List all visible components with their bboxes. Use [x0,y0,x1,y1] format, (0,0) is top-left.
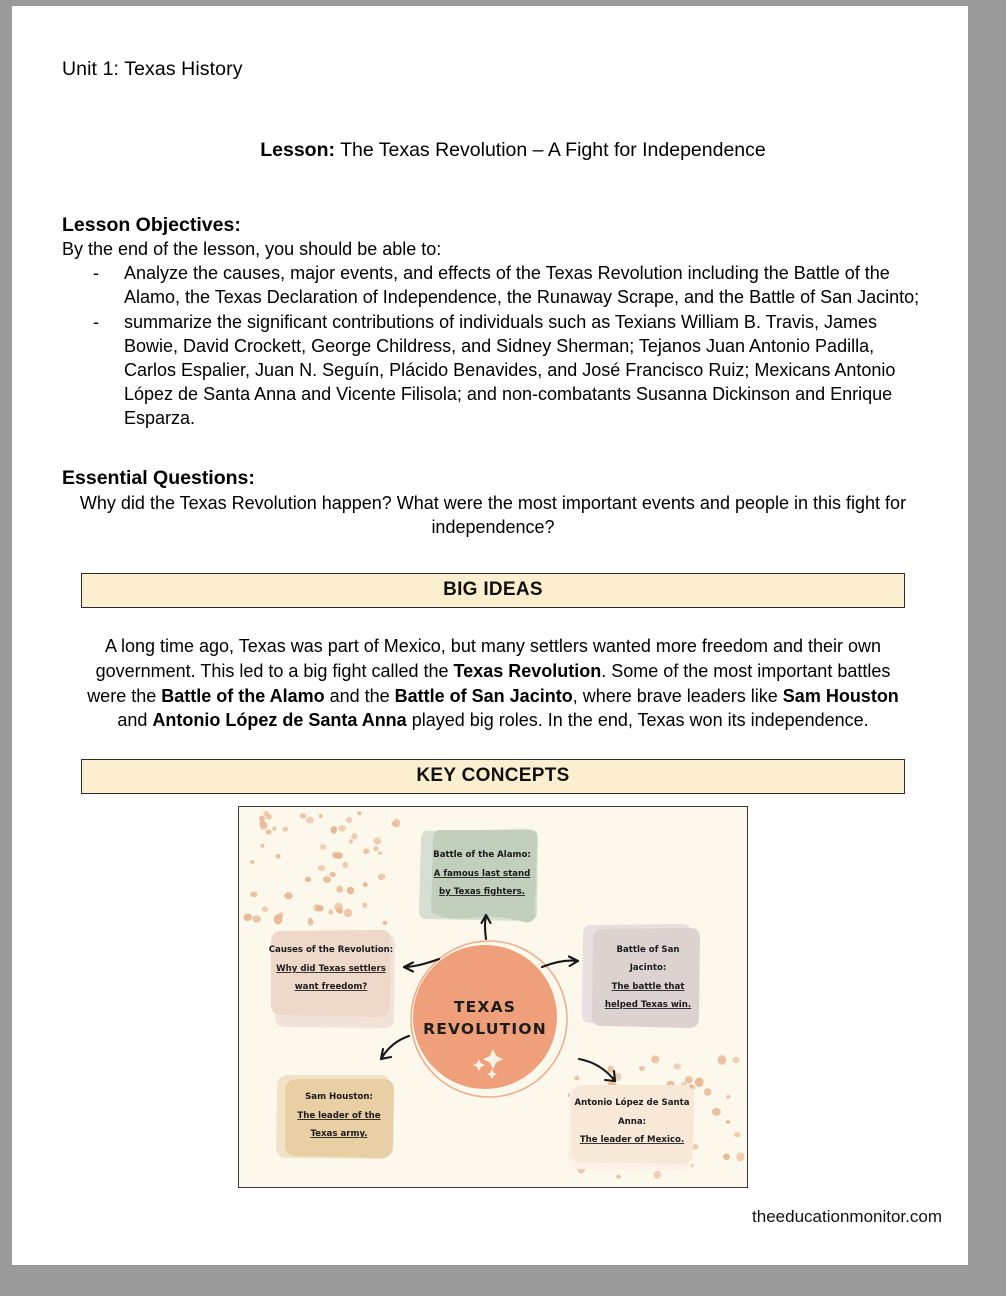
decorative-dot [320,844,327,850]
decorative-dot [264,811,269,817]
decorative-dot [693,1144,699,1150]
lesson-title-line [62,139,924,162]
node-san-jacinto-detail-line: The battle that [611,982,685,993]
node-alamo-title: Battle of the Alamo: [433,850,531,861]
decorative-dot [351,833,357,840]
decorative-dot [616,1175,620,1179]
objective-text: Analyze the causes, major events, and effects of the Texas Revolution including the Battle of the Alamo, the Texas Declaration of Independence, the Runaway Scrape, and the Battle of San Jacinto; [124,263,920,307]
decorative-dot [346,817,352,823]
node-sam-houston-title: Sam Houston: [305,1092,373,1103]
decorative-dot [373,846,378,851]
big-ideas-banner: BIG IDEAS [81,573,905,608]
node-san-jacinto-shape [592,928,700,1028]
decorative-dot [259,815,265,821]
essential-questions-heading: Essential Questions: [62,466,255,489]
decorative-dot [250,891,257,897]
decorative-dot [723,1154,730,1161]
decorative-dot [373,837,381,844]
decorative-dot [362,903,367,908]
decorative-dot [272,827,276,831]
texas-revolution-mindmap [239,807,744,1184]
bullet-marker: - [93,263,99,283]
decorative-dot [336,886,343,893]
decorative-dot [275,854,280,859]
node-san-jacinto-title-line: Jacinto: [629,963,667,974]
node-san-jacinto [582,924,700,1028]
document-page [12,6,968,1265]
decorative-dot [383,921,388,925]
node-sam-houston [276,1075,394,1159]
decorative-dot [349,839,353,843]
center-circle [413,945,557,1089]
objectives-lead-in: By the end of the lesson, you should be able to: [62,239,442,259]
decorative-dot [306,817,314,824]
key-concepts-diagram [238,806,748,1188]
node-causes-title: Causes of the Revolution: [268,945,394,956]
unit-title: Unit 1: Texas History [62,58,243,80]
decorative-dot [347,887,354,895]
decorative-dot [283,827,289,832]
decorative-dot [250,860,254,864]
decorative-dot [726,1120,730,1124]
node-santa-anna [568,1085,694,1170]
objective-text: summarize the significant contributions of individuals such as Texians William B. Travis, James Bowie, David Crockett, George Childress, and Sidney Sherman; Tejanos Juan Antonio Padilla, Carlos Espalier, Juan N. Seguín, Plácido Benavides, and José Francisco Ruiz; Mexicans Antonio López de Santa Anna and Vicente Filisola; and non-combatants Susanna Dickinson and Enrique Esparza. [124,311,896,428]
node-sam-houston-detail-line: Texas army. [310,1129,368,1140]
node-causes-detail-line: Why did Texas settlers [276,964,386,975]
decorative-dot [654,1171,661,1179]
decorative-dot [378,874,386,881]
decorative-dot [319,814,323,818]
decorative-dot [244,914,253,921]
center-label-line2: REVOLUTION [423,1020,547,1039]
node-alamo [419,829,538,922]
decorative-dot [685,1076,693,1083]
big-ideas-paragraph: A long time ago, Texas was part of Mexico, but many settlers wanted more freedom and their own government. This led to a big fight called the Texas Revolution. Some of the most important battles were the Battle of the Alamo and the Battle of San Jacinto, where brave leaders like Sam Houston and Antonio López de Santa Anna played big roles. In the end, Texas won its independence. [87,636,899,731]
bullet-marker: - [93,311,99,332]
objective-item [62,262,924,310]
decorative-dot [284,892,292,899]
decorative-dot [357,811,361,815]
decorative-dot [608,1066,614,1073]
decorative-dot [363,882,368,887]
decorative-dot [323,876,331,883]
objective-item [62,311,924,431]
page-footer: theeducationmonitor.com [752,1207,942,1226]
page-content [62,58,924,1188]
objectives-list [62,262,924,431]
decorative-dot [344,909,353,918]
center-node [411,941,567,1097]
decorative-dot [338,909,343,913]
decorative-dot [262,907,268,913]
decorative-dot [674,1063,681,1069]
decorative-dot [330,872,336,877]
decorative-dot [260,844,264,848]
decorative-dot [332,852,338,858]
decorative-dot [308,919,314,926]
decorative-dot [695,1077,704,1087]
node-santa-anna-title-line: Antonio López de Santa [574,1098,690,1109]
node-san-jacinto-title-line: Battle of San [616,945,680,956]
decorative-dot [733,1057,740,1063]
essential-questions-body: Why did the Texas Revolution happen? What were the most important events and people in this fight for independence? [79,492,907,537]
decorative-dot [726,1095,731,1099]
decorative-dot [651,1055,659,1063]
node-alamo-detail-line: by Texas fighters. [439,887,525,898]
decorative-dot [331,826,338,834]
lesson-title: The Texas Revolution – A Fight for Independence [335,139,766,161]
decorative-dot [343,862,348,868]
lesson-label: Lesson: [260,139,335,161]
key-concepts-banner: KEY CONCEPTS [81,759,905,794]
decorative-dot [363,849,369,855]
decorative-dot [260,821,268,830]
node-santa-anna-title-line: Anna: [617,1117,647,1128]
node-causes [269,930,395,1028]
decorative-dot [313,904,320,912]
decorative-dot [718,1055,727,1064]
decorative-dot [338,825,346,832]
decorative-dot [704,1088,712,1096]
node-san-jacinto-detail-line: helped Texas win. [604,1000,692,1011]
decorative-dot [734,1132,740,1137]
node-causes-detail-line: want freedom? [294,982,368,993]
decorative-dot [252,915,261,922]
decorative-dot [279,912,284,917]
lesson-objectives-heading: Lesson Objectives: [62,214,241,236]
decorative-dot [300,813,307,818]
decorative-dot [392,822,396,827]
decorative-dot [378,851,383,855]
decorative-dot [329,909,333,914]
node-sam-houston-detail-line: The leader of the [297,1111,381,1122]
decorative-dot [318,865,326,871]
decorative-dot [574,1076,579,1080]
decorative-dot [639,1066,645,1071]
decorative-dot [305,877,311,882]
decorative-dot [712,1108,721,1116]
center-label-line1: TEXAS [453,998,517,1017]
node-alamo-detail-line: A famous last stand [433,869,531,880]
node-santa-anna-detail-line: The leader of Mexico. [579,1135,685,1146]
decorative-dot [266,829,272,834]
